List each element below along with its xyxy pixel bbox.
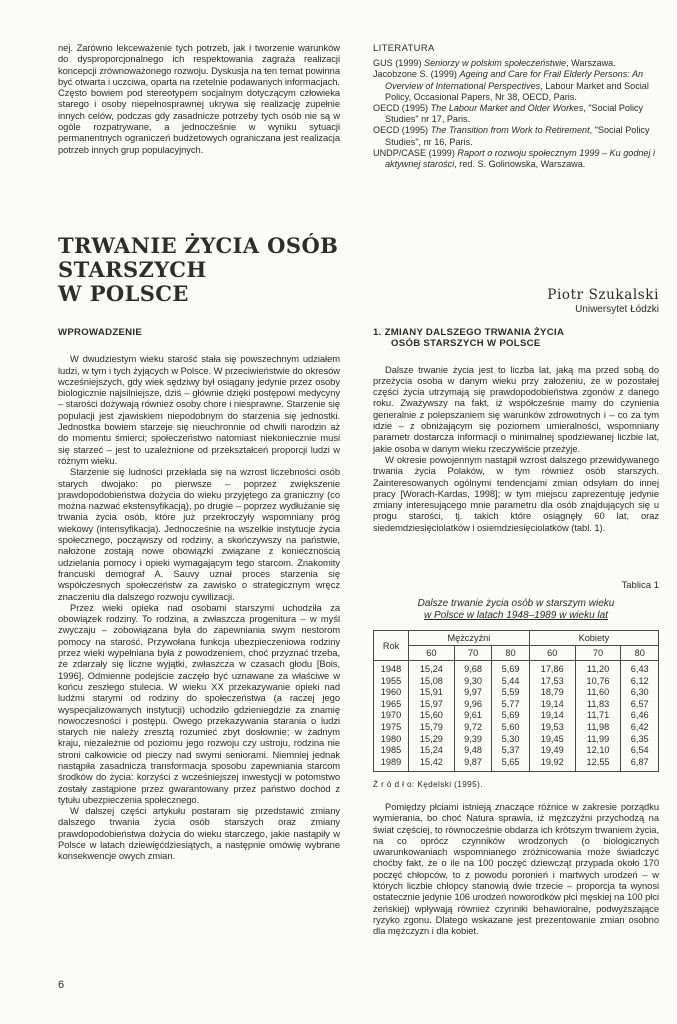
table-cell-year: 1948 (374, 661, 409, 676)
table-cell-value: 12,55 (575, 757, 621, 772)
author-affiliation: Uniwersytet Łódzki (575, 304, 659, 315)
table-header-age: 70 (454, 646, 491, 661)
table-cell-value: 5,59 (492, 687, 529, 699)
section-paragraph: Pomiędzy płciami istnieją znaczące różnice w zakresie porządku wymierania, bo choć Natura sprawia, iż mężczyźni przychodzą na świat częściej, to równocześnie obdarza ich krótszym trwaniem życia, na co oprócz czynników wrodzonych (o biologicznych uwarunkowaniach wspomnianego zróżnicowania może świadczyć choćby fakt, że o ile na 100 poczęć dziewcząt przypada około 170 poczęć chłopców, to z powodu poronień i martwych urodzeń – w których liczbie chłopcy stanowią dwie trzecie – proporcja ta wynosi ostatecznie jedynie 106 urodzeń noworodków płci męskiej na 100 płci żeńskiej) wpływają również czynniki behawioralne, podwyższające ryzyko zgonu. Dlatego wskazane jest prezentowanie zmian osobno dla mężczyzn i dla kobiet. (373, 801, 659, 937)
table-cell-year: 1955 (374, 676, 409, 688)
table-cell-value: 6,54 (621, 745, 659, 757)
table-row (374, 710, 659, 722)
reference-author: OECD (1995) (373, 103, 431, 114)
introduction-section (58, 327, 340, 862)
table-row (374, 722, 659, 734)
reference-title: The Transition from Work to Retirement (430, 125, 590, 136)
table-cell-value: 9,87 (454, 757, 491, 772)
table-cell-value: 5,30 (492, 734, 529, 746)
table-label: Tablica 1 (621, 580, 659, 591)
table-header-men: Mężczyźni (409, 631, 530, 646)
table-cell-value: 9,30 (454, 676, 491, 688)
table-cell-year: 1980 (374, 734, 409, 746)
table-cell-value: 5,77 (492, 699, 529, 711)
section-1-heading-line-1: 1. ZMIANY DALSZEGO TRWANIA ŻYCIA (373, 327, 565, 338)
table-cell-value: 6,42 (621, 722, 659, 734)
table-cell-value: 6,35 (621, 734, 659, 746)
page-number: 6 (58, 979, 65, 991)
table-cell-value: 9,72 (454, 722, 491, 734)
table-cell-value: 5,69 (492, 710, 529, 722)
reference-title: Seniorzy w polskim społeczeństwie (424, 58, 567, 69)
section-1-heading-line-2: OSÓB STARSZYCH W POLSCE (391, 338, 541, 350)
table-cell-value: 19,14 (529, 710, 575, 722)
reference-author: Jacobzone S. (1999) (373, 69, 460, 80)
author-block (547, 287, 659, 315)
table-cell-value: 17,86 (529, 661, 575, 676)
reference-item (373, 58, 659, 69)
literature-section (373, 42, 659, 170)
intro-paragraph: Starzenie się ludności przekłada się na wzrost liczebności osób starych dwojako: po pierwsze – poprzez zwiększenie prawdopodobieństwa dożycia do wieku przyjętego za graniczny (co można nazwać ekstensyfikacją), po drugie – poprzez wydłużanie się trwania życia osób, które już przekroczyły wspomniany próg wiekowy (intensyfikacja). Jednocześnie na wszelkie instytucje życia społecznego, począwszy od rodziny, a skończywszy na państwie, nałożone zostają nowe obowiązki związane z koniecznością udzielania pomocy i opieki wymagającym tego starcom. Znakomity francuski demograf A. Sauvy uznał proces starzenia się współczesnych społeczeństw za zawisko o strategicznym wręcz znaczeniu dla dalszego rozwoju cywilizacji. (58, 466, 340, 602)
table-cell-value: 11,99 (575, 734, 621, 746)
table-header-year: Rok (374, 631, 409, 661)
literature-list (373, 58, 659, 170)
table-cell-value: 11,98 (575, 722, 621, 734)
table-cell-value: 15,42 (409, 757, 455, 772)
table-header-age: 60 (409, 646, 455, 661)
table-cell-value: 5,65 (492, 757, 529, 772)
table-cell-value: 17,53 (529, 676, 575, 688)
reference-details: , Labour Market and Social Policy, Occasional Papers, Nr 38, OECD, Paris. (385, 80, 649, 102)
table-cell-value: 15,60 (409, 710, 455, 722)
intro-paragraph: W dalszej części artykułu postaram się przedstawić zmiany dalszego trwania życia osób starszych oraz zmiany prawdopodobieństwa dożycia do wieku starczego, jakie nastąpiły w Polsce w latach dziewięćdziesiątych, a następnie omówię wybrane konsekwencje owych zmian. (58, 805, 340, 862)
table-cell-year: 1989 (374, 757, 409, 772)
table-source: Ź r ó d ł o: Kędelski (1995). (373, 780, 483, 789)
literature-heading: LITERATURA (373, 42, 435, 53)
reference-title: The Labour Market and Older Workes (430, 103, 584, 114)
table-cell-value: 19,53 (529, 722, 575, 734)
article-title (58, 234, 398, 306)
reference-title: Raport o rozwoju społecznym 1999 – Ku godnej i aktywnej starości (385, 147, 656, 170)
section-paragraph: Dalsze trwanie życia jest to liczba lat, jaką ma przed sobą do przeżycia osoba w danym wieku przy założeniu, że w pozostałej części życia utrzymają się prawdopodobieństwa zgonów z danego roku. Zważywszy na fakt, iż współcześnie mamy do czynienia generalnie z polepszaniem się warunków zdrowotnych i – co za tym idzie – z obniżającym się poziomem umieralności, wspomniany parametr dostarcza informacji o minimalnej spodziewanej liczbie lat, jakie osoba w danym wieku rzeczywiście przeżyje. (373, 363, 659, 454)
table-cell-value: 5,69 (492, 661, 529, 676)
reference-author: UNDP/CASE (1999) (373, 147, 458, 158)
table-cell-value: 15,91 (409, 687, 455, 699)
title-line-1: TRWANIE ŻYCIA OSÓB STARSZYCH (58, 233, 339, 282)
table-cell-value: 11,20 (575, 661, 621, 676)
table-cell-year: 1975 (374, 722, 409, 734)
table-header-age: 80 (492, 646, 529, 661)
table-row (374, 661, 659, 676)
intro-paragraph: W dwudziestym wieku starość stała się powszechnym udziałem ludzi, w tym i tych żyjących w Polsce. W przeciwieństwie do okresów wcześniejszych, gdy wiek sędziwy był osiągany jedynie przez osoby biologicznie najsilniejsze, dziś – głównie dzięki postępowi medycyny – starości dożywają również osoby chore i niesprawne. Starzenie się populacji jest zjawiskiem niepodobnym do starzenia się jednostki. Jednostka bowiem starzeje się nieuchronnie od chwili narodzin aż do momentu śmierci; społeczeństwo natomiast niekoniecznie musi się starzeć – jest to uzależnione od przekształceń proporcji ludzi w różnym wieku. (58, 353, 340, 466)
table-cell-value: 11,60 (575, 687, 621, 699)
table-cell-value: 19,14 (529, 699, 575, 711)
section-paragraph: W okresie powojennym nastąpił wzrost dalszego przewidywanego trwania życia Polaków, w tym również osób starszych. Zainteresowanych ogólnymi tendencjami zmian odsyłam do innej pracy [Worach-Kardas, 1998]; w tym miejscu zaprezentuję jedynie zmiany interesującego mnie parametru dla osób znajdujących się u progu starości, tj. takich które osiągnęły 60 lat, oraz siedemdziesięciolatków i osiemdziesięciolatków (tabl. 1). (373, 453, 659, 533)
table-cell-year: 1960 (374, 687, 409, 699)
reference-author: GUS (1999) (373, 58, 425, 69)
table-cell-value: 10,76 (575, 676, 621, 688)
table-cell-value: 15,29 (409, 734, 455, 746)
table-cell-value: 12,10 (575, 745, 621, 757)
table-cell-value: 15,24 (409, 745, 455, 757)
table-header-age: 60 (529, 646, 575, 661)
reference-item (373, 103, 659, 125)
table-header-age: 80 (621, 646, 659, 661)
table-cell-value: 15,79 (409, 722, 455, 734)
table-cell-value: 19,45 (529, 734, 575, 746)
table-cell-value: 6,30 (621, 687, 659, 699)
reference-details: , "Social Policy Studies" nr 17, Paris. (385, 103, 644, 125)
section-1-continued (373, 801, 659, 937)
table-cell-value: 6,87 (621, 757, 659, 772)
table-cell-value: 5,44 (492, 676, 529, 688)
table-row (374, 745, 659, 757)
table-row (374, 687, 659, 699)
table-cell-value: 6,57 (621, 699, 659, 711)
reference-details: , "Social Policy Studies", nr 16, Paris. (385, 125, 650, 147)
table-header-women: Kobiety (529, 631, 658, 646)
table-cell-value: 5,37 (492, 745, 529, 757)
table-cell-value: 11,83 (575, 699, 621, 711)
reference-details: , red. S. Golinowska, Warszawa. (454, 159, 586, 170)
section-1 (373, 327, 659, 533)
table-cell-value: 9,68 (454, 661, 491, 676)
author-name: Piotr Szukalski (547, 287, 659, 303)
table-caption (373, 598, 659, 622)
reference-item (373, 148, 659, 170)
table-cell-value: 15,08 (409, 676, 455, 688)
table-cell-value: 9,48 (454, 745, 491, 757)
introduction-heading: WPROWADZENIE (58, 327, 143, 338)
table-cell-value: 19,92 (529, 757, 575, 772)
table-row (374, 734, 659, 746)
table-row (374, 676, 659, 688)
continued-text-block (58, 42, 340, 155)
table-body (374, 661, 659, 772)
table-cell-value: 5,60 (492, 722, 529, 734)
table-cell-year: 1965 (374, 699, 409, 711)
table-cell-value: 6,43 (621, 661, 659, 676)
table-cell-value: 9,96 (454, 699, 491, 711)
reference-author: OECD (1995) (373, 125, 431, 136)
table-cell-value: 15,24 (409, 661, 455, 676)
table-cell-value: 6,12 (621, 676, 659, 688)
table-cell-year: 1970 (374, 710, 409, 722)
section-1-heading (373, 327, 659, 350)
table-cell-value: 18,79 (529, 687, 575, 699)
table-cell-value: 15,97 (409, 699, 455, 711)
table-caption-line-1: Dalsze trwanie życia osób w starszym wieku (417, 598, 615, 609)
reference-item (373, 125, 659, 147)
table-cell-value: 9,61 (454, 710, 491, 722)
life-expectancy-table (373, 630, 659, 772)
reference-title: Ageing and Care for Frail Elderly Persons: An Overview of International Perspectives (385, 69, 644, 91)
table-cell-value: 19,49 (529, 745, 575, 757)
table-cell-value: 9,39 (454, 734, 491, 746)
table-header-age: 70 (575, 646, 621, 661)
continued-paragraph: nej. Zarówno lekceważenie tych potrzeb, jak i tworzenie warunków do dysproporcjonalnego ich respektowania zagraża realizacji koncepcji zrównoważonego rozwoju. Dyskusja na ten temat powinna być otwarta i uczciwa, oparta na rzetelnie podawanych informacjach. Często bowiem pod stereotypem socjalnym dotyczącym człowieka starego i osoby niepełnosprawnej ukrywa się realizację zupełnie innych celów, podczas gdy zasadnicze potrzeby tych osób nie są w ogóle rozpatrywane, a jednocześnie w wyniku sytuacji permanentnych ograniczeń budżetowych ograniczana jest realizacja potrzeb innych grup populacyjnych. (58, 42, 340, 155)
table-caption-line-2: w Polsce w latach 1948–1989 w wieku lat (424, 610, 608, 621)
intro-paragraph: Przez wieki opieka nad osobami starszymi uchodziła za obowiązek rodziny. To rodzina, a zwłaszcza progenitura – w myśl zwyczaju – zobowiązana była do zapewniania swym nestorom pomocy na starość. Przywołana funkcja ubezpieczeniowa rodziny przez wieki wypełniana była z powodzeniem, choć przyznać trzeba, że zdarzały się liczne wyjątki, zwłaszcza w czasach głodu [Bois, 1996]. Odmienne podejście zaczęło być uznawane za właściwe w końcu zeszłego stulecia. W wieku XX przekazywanie opieki nad ludźmi starymi od rodziny do społeczeństwa (a raczej jego wyspecjalizowanych instytucji) uchodziło gdzieniegdzie za znamię nowoczesności i postępu. Owego przekazywania starania o ludzi starych nie należy zresztą rozumieć zbyt dosłownie; w żadnym kraju, niezależnie od poziomu jego rozwoju czy ustroju, rodzina nie stroni całkowicie od pieczy nad swymi seniorami. Niemniej jednak nastąpiła zasadnicza transformacja sposobu zapewniania starcom środków do życia: korzyści z wcześniejszej inwestycji w potomstwo zostały zastąpione przez gwarantowany przez państwo dochód z tytułu ubezpieczenia społecznego. (58, 601, 340, 805)
title-line-2: W POLSCE (58, 281, 189, 306)
reference-item (373, 69, 659, 103)
table-cell-value: 6,46 (621, 710, 659, 722)
table-cell-value: 11,71 (575, 710, 621, 722)
table-cell-value: 9,97 (454, 687, 491, 699)
reference-details: , Warszawa. (566, 58, 616, 69)
table-row (374, 757, 659, 772)
table-row (374, 699, 659, 711)
table-cell-year: 1985 (374, 745, 409, 757)
